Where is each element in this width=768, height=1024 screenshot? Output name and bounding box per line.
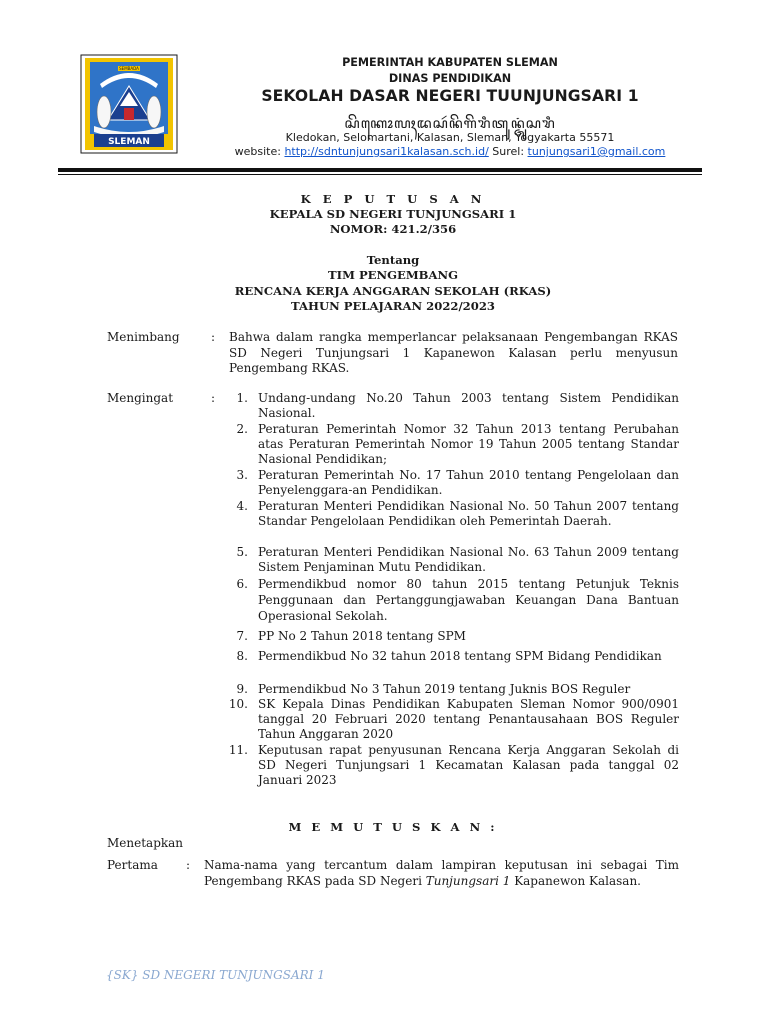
- decree-issuer: KEPALA SD NEGERI TUNJUNGSARI 1: [269, 207, 517, 221]
- logo-text: SLEMAN: [108, 137, 150, 147]
- list-item-number: 11.: [228, 743, 248, 757]
- menetapkan-label: Menetapkan: [107, 836, 184, 850]
- decree-number: NOMOR: 421.2/356: [329, 222, 457, 236]
- list-item-text: Peraturan Pemerintah No. 17 Tahun 2010 tentang Pengelolaan dan Penyelenggara-an Pendidikan.: [258, 468, 679, 498]
- government-name: PEMERINTAH KABUPATEN SLEMAN: [342, 56, 558, 69]
- website-link[interactable]: http://sdntunjungsari1kalasan.sch.id/: [284, 145, 489, 158]
- list-item-text: Permendikbud nomor 80 tahun 2015 tentang Petunjuk Teknis Penggunaan dan Pertanggungjawaban Keuangan Dana Bantuan Operasional Sekolah.: [258, 577, 679, 624]
- subject-label: Tentang: [366, 253, 420, 267]
- pertama-text-end: Kapanewon Kalasan.: [510, 873, 641, 888]
- list-item-text: Permendikbud No 3 Tahun 2019 tentang Juknis BOS Reguler: [258, 682, 631, 696]
- menimbang-label: Menimbang: [107, 330, 180, 344]
- email-label: Surel:: [492, 145, 525, 158]
- list-item-text: Peraturan Menteri Pendidikan Nasional No. 63 Tahun 2009 tentang Sistem Penjaminan Mutu Pendidikan.: [258, 545, 679, 575]
- list-item-text: Keputusan rapat penyusunan Rencana Kerja Anggaran Sekolah di SD Negeri Tunjungsari 1 Kecamatan Kalasan pada tanggal 02 Januari 2023: [258, 743, 679, 788]
- subject-line-3: TAHUN PELAJARAN 2022/2023: [291, 299, 495, 313]
- pertama-text-italic: Tunjungsari 1: [425, 873, 511, 888]
- list-item-number: 1.: [236, 391, 248, 405]
- list-item-text: Peraturan Pemerintah Nomor 32 Tahun 2013 tentang Perubahan atas Peraturan Pemerintah Nomor 19 Tahun 2005 tentang Standar Nasional Pendidikan;: [258, 422, 679, 467]
- list-item-number: 7.: [236, 629, 248, 643]
- pertama-label: Pertama: [107, 858, 158, 872]
- menimbang-colon: :: [211, 330, 216, 344]
- list-item-number: 9.: [236, 682, 248, 696]
- school-address: Kledokan, Selomartani, Kalasan, Sleman, Yogyakarta 55571: [285, 131, 615, 144]
- subject-line-1: TIM PENGEMBANG: [328, 268, 458, 282]
- list-item-number: 2.: [236, 422, 248, 436]
- list-item-text: SK Kepala Dinas Pendidikan Kabupaten Sleman Nomor 900/0901 tanggal 20 Februari 2020 tentang Penantausahaan BOS Reguler Tahun Anggaran 2020: [258, 697, 679, 742]
- logo-motto: SEMBADA: [119, 66, 139, 71]
- list-item-text: Peraturan Menteri Pendidikan Nasional No. 50 Tahun 2007 tentang Standar Pengelolaan Pendidikan oleh Pemerintah Daerah.: [258, 499, 679, 529]
- letterhead-rule-thick: [58, 168, 702, 172]
- sleman-logo: [80, 54, 178, 154]
- pertama-colon: :: [186, 858, 191, 872]
- subject-line-2: RENCANA KERJA ANGGARAN SEKOLAH (RKAS): [234, 284, 552, 298]
- list-item-number: 5.: [236, 545, 248, 559]
- mengingat-colon: :: [211, 391, 216, 405]
- list-item-text: PP No 2 Tahun 2018 tentang SPM: [258, 629, 466, 643]
- list-item-number: 10.: [228, 697, 248, 711]
- website-label: website:: [234, 145, 281, 158]
- list-item-number: 8.: [236, 649, 248, 663]
- pertama-text: [204, 858, 679, 889]
- list-item-number: 4.: [236, 499, 248, 513]
- list-item-text: Permendikbud No 32 tahun 2018 tentang SPM Bidang Pendidikan: [258, 649, 662, 663]
- javanese-script-name: ꦱꦼꦏꦺꦴꦭꦃꦢꦱꦂꦤꦼꦒꦼꦫꦶꦠꦸꦤ꧀ꦗꦸꦁꦱꦫꦶ: [344, 116, 556, 132]
- school-name: SEKOLAH DASAR NEGERI TUUNJUNGSARI 1: [261, 87, 639, 105]
- list-item-text: Undang-undang No.20 Tahun 2003 tentang Sistem Pendidikan Nasional.: [258, 391, 679, 421]
- department-name: DINAS PENDIDIKAN: [388, 72, 512, 85]
- decree-title: K E P U T U S A N: [300, 192, 486, 206]
- mengingat-label: Mengingat: [107, 391, 174, 405]
- contact-line: [190, 145, 710, 158]
- page-footer: {SK} SD NEGERI TUNJUNGSARI 1: [106, 968, 325, 982]
- email-link[interactable]: tunjungsari1@gmail.com: [527, 145, 666, 158]
- letterhead-rule-thin: [58, 174, 702, 175]
- memutuskan-heading: M E M U T U S K A N :: [288, 820, 498, 834]
- menimbang-text: Bahwa dalam rangka memperlancar pelaksanaan Pengembangan RKAS SD Negeri Tunjungsari 1 Kapanewon Kalasan perlu menyusun Pengembang RKAS.: [229, 330, 678, 375]
- list-item-number: 3.: [236, 468, 248, 482]
- pertama-text-main: Nama-nama yang tercantum dalam lampiran keputusan ini sebagai Tim Pengembang RKAS pada SD Negeri: [204, 858, 679, 888]
- list-item-number: 6.: [236, 577, 248, 591]
